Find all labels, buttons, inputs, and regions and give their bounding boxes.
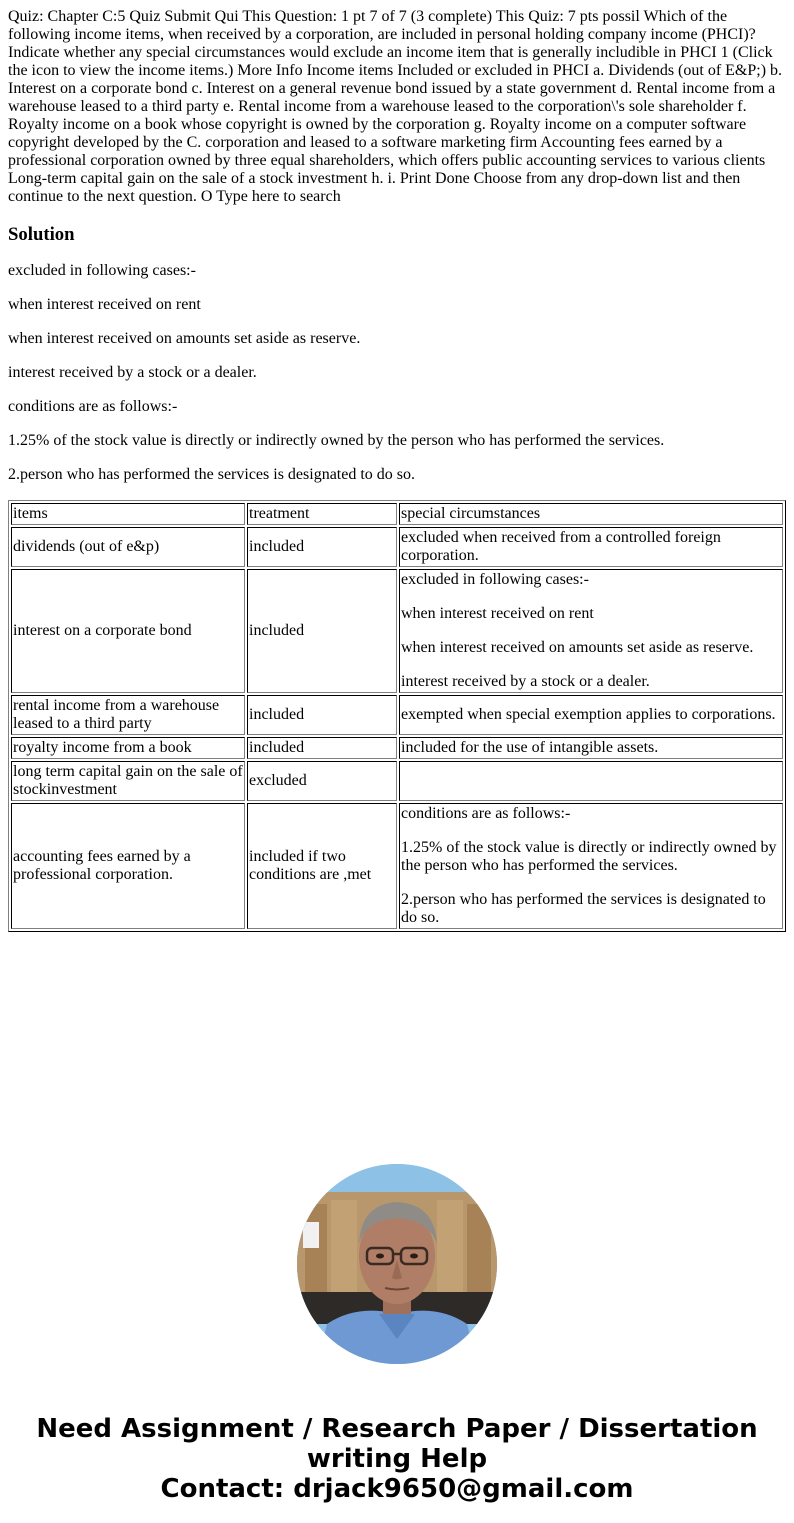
- cell-item: accounting fees earned by a professional corporation.: [11, 803, 245, 929]
- cell-item: rental income from a warehouse leased to a third party: [11, 695, 245, 735]
- header-items: items: [11, 503, 245, 525]
- table-row: [11, 695, 783, 735]
- table-row: [11, 803, 783, 929]
- cell-circumstances: [399, 761, 783, 801]
- circumstance-text: interest received by a stock or a dealer.: [401, 673, 650, 690]
- circumstance-text: conditions are as follows:-: [401, 805, 571, 822]
- circumstance-text: 2.person who has performed the services is designated to do so.: [401, 891, 766, 926]
- table-row: [11, 761, 783, 801]
- cell-item: long term capital gain on the sale of stockinvestment: [11, 761, 245, 801]
- cell-treatment: included: [247, 695, 397, 735]
- solution-paragraph: when interest received on rent: [8, 296, 201, 313]
- cell-circumstances: [399, 569, 783, 693]
- promo-banner: [8, 1414, 786, 1504]
- solution-paragraphs: [8, 262, 786, 484]
- circumstance-text: exempted when special exemption applies to corporations.: [401, 706, 776, 723]
- cell-treatment: included: [247, 569, 397, 693]
- solution-paragraph: excluded in following cases:-: [8, 262, 196, 279]
- cell-circumstances: [399, 695, 783, 735]
- contact-email: Contact: drjack9650@gmail.com: [160, 1474, 634, 1504]
- cell-item: dividends (out of e&p): [11, 527, 245, 567]
- table-row: [11, 737, 783, 759]
- promo-line: Need Assignment / Research Paper / Dissertation: [36, 1414, 758, 1444]
- cell-circumstances: [399, 803, 783, 929]
- solution-paragraph: when interest received on amounts set aside as reserve.: [8, 330, 361, 347]
- solution-paragraph: 1.25% of the stock value is directly or indirectly owned by the person who has performed the services.: [8, 432, 665, 449]
- solution-paragraph: interest received by a stock or a dealer.: [8, 364, 257, 381]
- cell-item: interest on a corporate bond: [11, 569, 245, 693]
- header-treatment: treatment: [247, 503, 397, 525]
- circumstance-text: 1.25% of the stock value is directly or indirectly owned by the person who has performed the services.: [401, 839, 777, 874]
- solution-paragraph: conditions are as follows:-: [8, 398, 178, 415]
- person-portrait-icon: [297, 1164, 497, 1364]
- question-text: Quiz: Chapter C:5 Quiz Submit Qui This Question: 1 pt 7 of 7 (3 complete) This Quiz: 7 pts possil Which of the following income items, when received by a corporation, are included in personal holding company income (PHCI)? Indicate whether any special circumstances would exclude an income item that is generally includible in PHCI 1 (Click the icon to view the income items.) More Info Income items Included or excluded in PHCI a. Dividends (out of E&P;) b. Interest on a corporate bond c. Interest on a general revenue bond issued by a state government d. Rental income from a warehouse leased to a third party e. Rental income from a warehouse leased to the corporation\'s sole shareholder f. Royalty income on a book whose copyright is owned by the corporation g. Royalty income on a computer software copyright developed by the C. corporation and leased to a software marketing firm Accounting fees earned by a professional corporation owned by three equal shareholders, which offers public accounting services to various clients Long-term capital gain on the sale of a stock investment h. i. Print Done Choose from any drop-down list and then continue to the next question. O Type here to search: [8, 8, 783, 205]
- table-row: [11, 569, 783, 693]
- cell-treatment: included: [247, 527, 397, 567]
- cell-item: royalty income from a book: [11, 737, 245, 759]
- avatar: [297, 1164, 497, 1364]
- solution-paragraph: 2.person who has performed the services is designated to do so.: [8, 466, 416, 483]
- circumstance-text: excluded when received from a controlled foreign corporation.: [401, 529, 721, 564]
- cell-treatment: included: [247, 737, 397, 759]
- table-header-row: [11, 503, 783, 525]
- circumstance-text: when interest received on amounts set aside as reserve.: [401, 639, 754, 656]
- table-row: [11, 527, 783, 567]
- cell-circumstances: [399, 737, 783, 759]
- cell-circumstances: [399, 527, 783, 567]
- circumstance-text: excluded in following cases:-: [401, 571, 589, 588]
- promo-line: writing Help: [306, 1444, 488, 1474]
- solution-heading: Solution: [8, 224, 75, 245]
- circumstance-text: included for the use of intangible assets.: [401, 739, 659, 756]
- avatar-container: [8, 1164, 786, 1364]
- cell-treatment: excluded: [247, 761, 397, 801]
- phci-table: [8, 500, 786, 932]
- circumstance-text: when interest received on rent: [401, 605, 594, 622]
- header-special-circumstances: special circumstances: [399, 503, 783, 525]
- cell-treatment: included if two conditions are ,met: [247, 803, 397, 929]
